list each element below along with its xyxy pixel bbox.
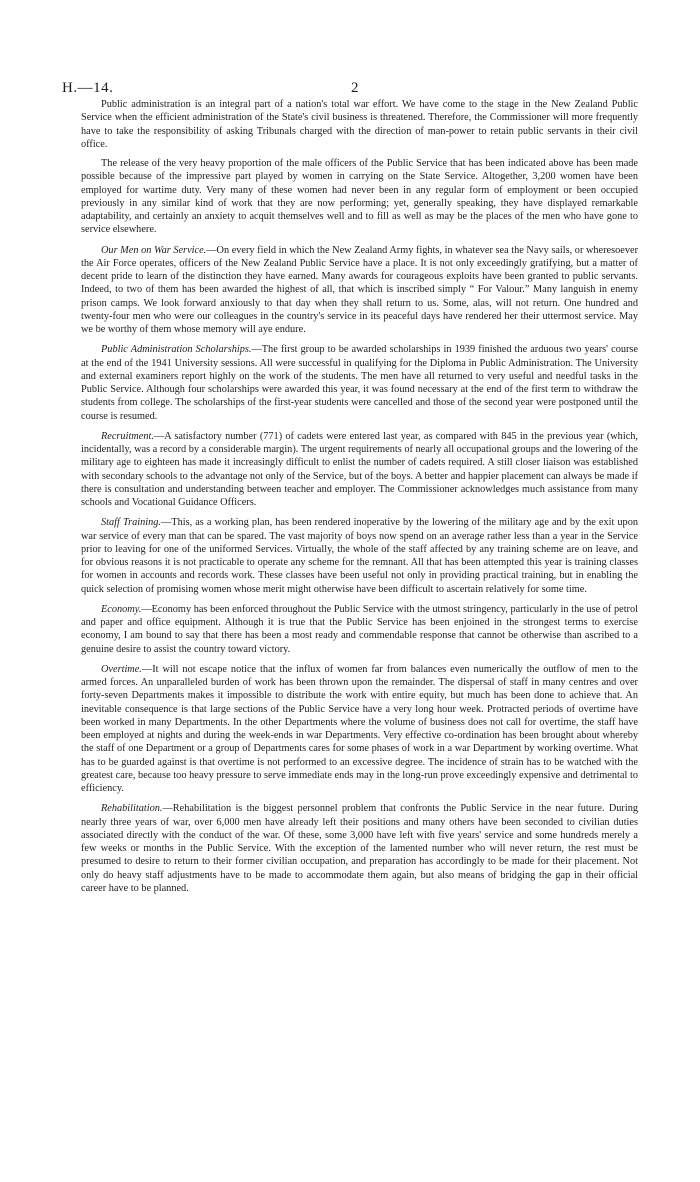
paragraph-text: The release of the very heavy proportion of the male officers of the Public Service that has been indicated above has been made possible because of the impressive part played by women in carrying on the State Service. Altogether, 3,200 women have been employed for wartime duty. Very many of these women had never been in any regular form of employment or been occupied previously in any similar kind of work that they are now performing; yet, generally speaking, they have displayed remarkable adaptability, and certainly an anxiety to acquit themselves well and to fill as well as may be the places of the men who have gone to service elsewhere. <box>81 158 638 236</box>
page-number: 2 <box>351 80 359 96</box>
section-heading: Recruitment. <box>101 430 154 442</box>
paragraph-recruitment <box>81 430 638 510</box>
section-heading: Overtime. <box>101 663 142 675</box>
document-reference: H.—14. <box>62 80 114 96</box>
paragraph-text: —Rehabilitation is the biggest personnel problem that confronts the Public Service in the near future. During nearly three years of war, over 6,000 men have already left their positions and many others have been seconded to civilian duties associated directly with the conduct of the war. Of these, some 3,000 have left with five years' service and some hundreds merely a few weeks or months in the Public Service. With the exception of the lamented number who will never return, the rest must be presumed to desire to return to their former civilian occupation, and preparation has accordingly to be made for their placement. Not only do heavy staff adjustments have to be made to accommodate them again, but also means of bridging the gap in their official career have to be planned. <box>81 803 638 894</box>
page-header <box>62 80 638 100</box>
paragraph-economy <box>81 603 638 656</box>
section-heading: Economy. <box>101 603 142 615</box>
paragraph-overtime <box>81 663 638 796</box>
paragraph-scholarships <box>81 343 638 423</box>
section-heading: Rehabilitation. <box>101 803 163 815</box>
paragraph-text: —This, as a working plan, has been rendered inoperative by the lowering of the military age and by the exit upon war service of every man that can be spared. The vast majority of boys now spend on an average rather less than a year in the Service prior to leaving for one of the uniformed Services. Virtually, the whole of the staff affected by any training scheme are on leave, and for obvious reasons it is not practicable to operate any scheme for the remnant. All that has been attempted this year is training classes for women in accounts and records work. These classes have been useful not only in providing practical training, but in enabling the quick selection of promising women whose merit might otherwise have been difficult to ascertain relatively for some time. <box>81 517 638 595</box>
paragraph-text: —Economy has been enforced throughout the Public Service with the utmost stringency, particularly in the use of petrol and paper and office equipment. Although it is true that the Public Service has been enjoined in the strongest terms to exercise economy, I am bound to say that there has been a most ready and commendable response that cannot be otherwise than ascribed to a genuine desire to assist the country toward victory. <box>81 603 638 655</box>
paragraph-staff-training <box>81 516 638 596</box>
paragraph-text: —The first group to be awarded scholarships in 1939 finished the arduous two years' course at the end of the 1941 University sessions. All were successful in qualifying for the Diploma in Public Administration. The University and external examiners report highly on the work of the students. The men have all returned to very useful and needful tasks in the Public Service. Although four scholarships were awarded this year, it was found necessary at the end of the first term to withdraw the students from college. The scholarships of the first-year students were cancelled and those of the second year were postponed until the course is resumed. <box>81 344 639 422</box>
section-heading: Staff Training. <box>101 517 161 529</box>
paragraph-women-employment <box>81 157 638 237</box>
paragraph-public-administration <box>81 98 638 151</box>
paragraph-men-on-war-service <box>81 244 638 337</box>
paragraph-text: —A satisfactory number (771) of cadets were entered last year, as compared with 845 in the previous year (which, incidentally, was a record by a considerable margin). The urgent requirements of nearly all occupational groups and the lowering of the military age to eighteen has made it increasingly difficult to enlist the number of cadets required. A still closer liaison was established with secondary schools to the advantage not only of the Service, but of the boys. A better and happier placement can always be made if there is consultation and understanding between teacher and employer. The Commissioner acknowledges much assistance from many schools and Vocational Guidance Officers. <box>81 430 638 508</box>
section-heading: Our Men on War Service. <box>101 244 207 256</box>
section-heading: Public Administration Scholarships. <box>101 344 252 356</box>
paragraph-rehabilitation <box>81 802 638 895</box>
body-text <box>81 98 638 902</box>
paragraph-text: Public administration is an integral part of a nation's total war effort. We have come to the stage in the New Zealand Public Service when the efficient administration of the State's civil business is threatened. Therefore, the Commissioner will more frequently have to take the responsibility of asking Tribunals charged with the direction of man-power to retain public servants in their civil office. <box>81 99 638 150</box>
paragraph-text: —On every field in which the New Zealand Army fights, in whatever sea the Navy sails, or wheresoever the Air Force operates, officers of the New Zealand Public Service have a place. It is not only exceedingly gratifying, but a matter of decent pride to learn of the distinction they have earned. Many awards for courageous exploits have been granted to public servants. Indeed, to two of them has been awarded the highest of all, that which is inscribed simply “ For Valour.” Many languish in enemy prison camps. We look forward anxiously to that day when they shall return to us. Some, alas, will not return. One hundred and twenty-four men who were our colleagues in the country's service in its peaceful days have rendered her their uttermost service. May we be worthy of them whose memory will aye endure. <box>81 244 638 335</box>
paragraph-text: —It will not escape notice that the influx of women far from balances even numerically the outflow of men to the armed forces. An unparalleled burden of work has been thrown upon the remainder. The dispersal of staff in many centres and over forty-seven Departments makes it impossible to distribute the work with entire equity, but much has been done to achieve that. An inevitable consequence is that large sections of the Public Service have a very long hour week. Protracted periods of overtime have been worked in many Departments. In the other Departments where the volume of business does not call for overtime, the staff have been employed at nights and during the week-ends in war Departments. Very effective co-ordination has been brought about whereby the staff of one Department or a group of Departments cares for some phases of work in a war Department by working overtime. What has to be guarded against is that overtime is not performed to an excessive degree. The incidence of strain has to be watched with the greatest care, because too heavy pressure to serve immediate ends may in the long-run prove exceedingly expensive and detrimental to efficiency. <box>81 663 638 794</box>
